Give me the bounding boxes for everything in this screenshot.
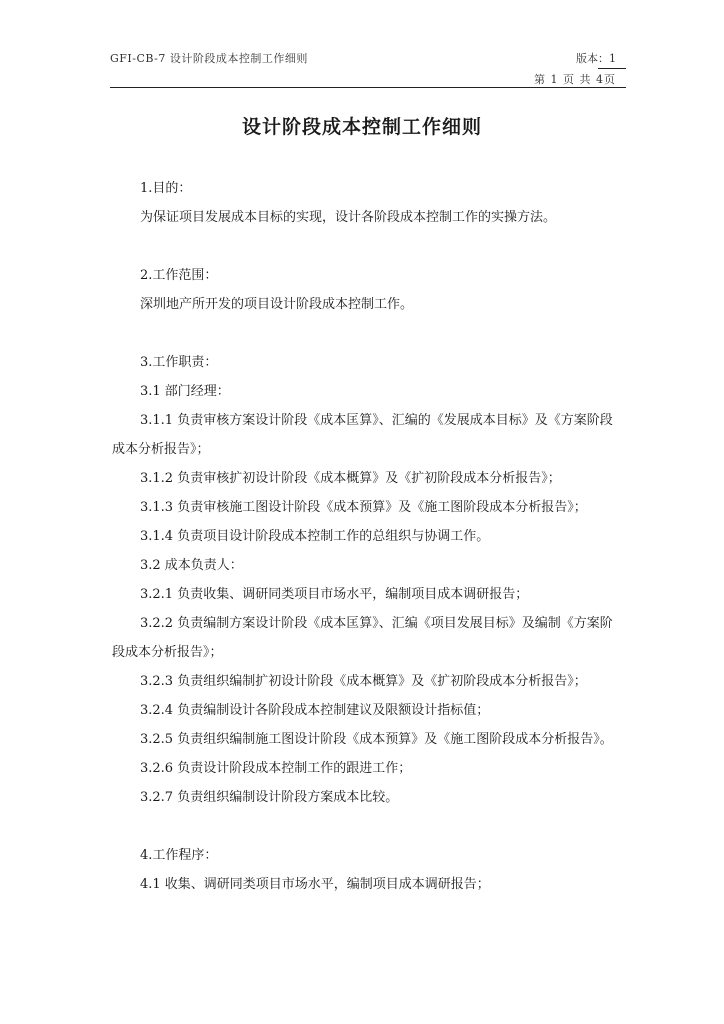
header-divider-short <box>598 68 626 69</box>
section-3-1-3: 3.1.3 负责审核施工图设计阶段《成本预算》及《施工图阶段成本分析报告》； <box>140 500 587 515</box>
header-divider <box>110 87 626 88</box>
section-2-heading: 2.工作范围： <box>140 268 218 283</box>
section-4-1: 4.1 收集、调研同类项目市场水平，编制项目成本调研报告； <box>140 877 490 892</box>
spacer <box>112 812 616 841</box>
doc-code-title: GFI-CB-7 设计阶段成本控制工作细则 <box>110 52 308 65</box>
document-title: 设计阶段成本控制工作细则 <box>241 116 482 138</box>
spacer <box>112 319 616 348</box>
section-3-2-1: 3.2.1 负责收集、调研同类项目市场水平，编制项目成本调研报告； <box>140 587 529 602</box>
spacer <box>112 232 616 261</box>
section-3-1-1: 3.1.1 负责审核方案设计阶段《成本匡算》、汇编的《发展成本目标》及《方案阶段成本分析报告》； <box>112 413 613 457</box>
document-body <box>112 174 616 899</box>
section-3-2-3: 3.2.3 负责组织编制扩初设计阶段《成本概算》及《扩初阶段成本分析报告》； <box>140 674 587 689</box>
page-info: 第 1 页 共 4页 <box>534 73 616 86</box>
section-3-2-4: 3.2.4 负责编制设计各阶段成本控制建议及限额设计指标值； <box>140 703 490 718</box>
page-header <box>110 50 616 88</box>
section-3-2-7: 3.2.7 负责组织编制设计阶段方案成本比较。 <box>140 790 399 805</box>
section-2-text: 深圳地产所开发的项目设计阶段成本控制工作。 <box>140 297 414 312</box>
section-4-heading: 4.工作程序： <box>140 848 218 863</box>
section-3-1-4: 3.1.4 负责项目设计阶段成本控制工作的总组织与协调工作。 <box>140 529 490 544</box>
section-1-heading: 1.目的： <box>140 181 192 196</box>
section-3-2-5: 3.2.5 负责组织编制施工图设计阶段《成本预算》及《施工图阶段成本分析报告》。 <box>140 732 613 747</box>
section-3-2-heading: 3.2 成本负责人： <box>140 558 243 573</box>
section-1-text: 为保证项目发展成本目标的实现，设计各阶段成本控制工作的实操方法。 <box>140 210 557 225</box>
section-3-1-2: 3.1.2 负责审核扩初设计阶段《成本概算》及《扩初阶段成本分析报告》； <box>140 471 561 486</box>
version-label: 版本：1 <box>576 52 616 65</box>
section-3-2-6: 3.2.6 负责设计阶段成本控制工作的跟进工作； <box>140 761 412 776</box>
section-3-2-2: 3.2.2 负责编制方案设计阶段《成本匡算》、汇编《项目发展目标》及编制《方案阶段成本分析报告》； <box>112 616 613 660</box>
section-3-1-heading: 3.1 部门经理： <box>140 384 230 399</box>
section-3-heading: 3.工作职责： <box>140 355 218 370</box>
